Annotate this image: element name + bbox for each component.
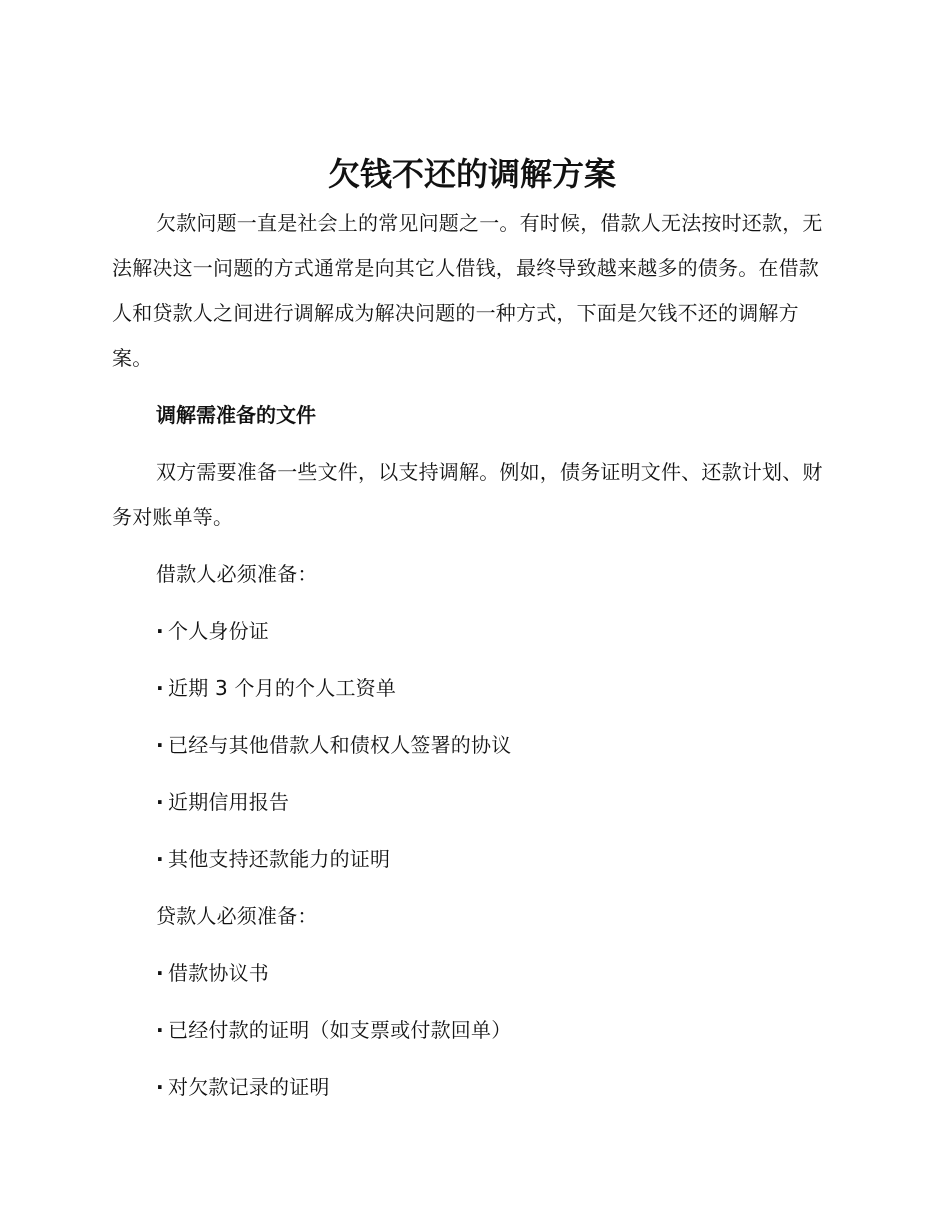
bullet-icon: · (156, 847, 164, 871)
list-item-text: 个人身份证 (168, 619, 269, 643)
bullet-icon: · (156, 790, 164, 814)
list-item-text: 借款协议书 (168, 961, 269, 985)
list-item-text: 近期信用报告 (168, 790, 290, 814)
list-item (112, 780, 832, 825)
list-item (112, 609, 832, 654)
list-item (112, 951, 832, 996)
list-item (112, 1008, 832, 1053)
bullet-icon: · (156, 733, 164, 757)
list-item (112, 837, 832, 882)
bullet-icon: · (156, 676, 164, 700)
document-title: 欠钱不还的调解方案 (327, 155, 616, 193)
list-item-text: 已经付款的证明（如支票或付款回单） (168, 1018, 512, 1042)
bullet-icon: · (156, 1018, 164, 1042)
list-item (112, 1065, 832, 1110)
list-item-text: 已经与其他借款人和债权人签署的协议 (168, 733, 512, 757)
bullet-icon: · (156, 961, 164, 985)
list-item-text: 近期 3 个月的个人工资单 (168, 676, 397, 700)
list-item (112, 666, 832, 711)
section-heading: 调解需准备的文件 (156, 403, 316, 427)
bullet-icon: · (156, 619, 164, 643)
intro-paragraph: 欠款问题一直是社会上的常见问题之一。有时候，借款人无法按时还款，无法解决这一问题的方式通常是向其它人借钱，最终导致越来越多的债务。在借款人和贷款人之间进行调解成为解决问题的一种方式，下面是欠钱不还的调解方案。 (112, 211, 823, 370)
section-paragraph: 双方需要准备一些文件，以支持调解。例如，债务证明文件、还款计划、财务对账单等。 (112, 460, 823, 529)
list-item-text: 其他支持还款能力的证明 (168, 847, 391, 871)
borrower-label: 借款人必须准备： (156, 562, 318, 586)
borrower-list (112, 609, 832, 882)
list-item (112, 723, 832, 768)
list-item-text: 对欠款记录的证明 (168, 1075, 330, 1099)
lender-label: 贷款人必须准备： (156, 904, 318, 928)
lender-list (112, 951, 832, 1110)
document-page (112, 148, 832, 1110)
bullet-icon: · (156, 1075, 164, 1099)
